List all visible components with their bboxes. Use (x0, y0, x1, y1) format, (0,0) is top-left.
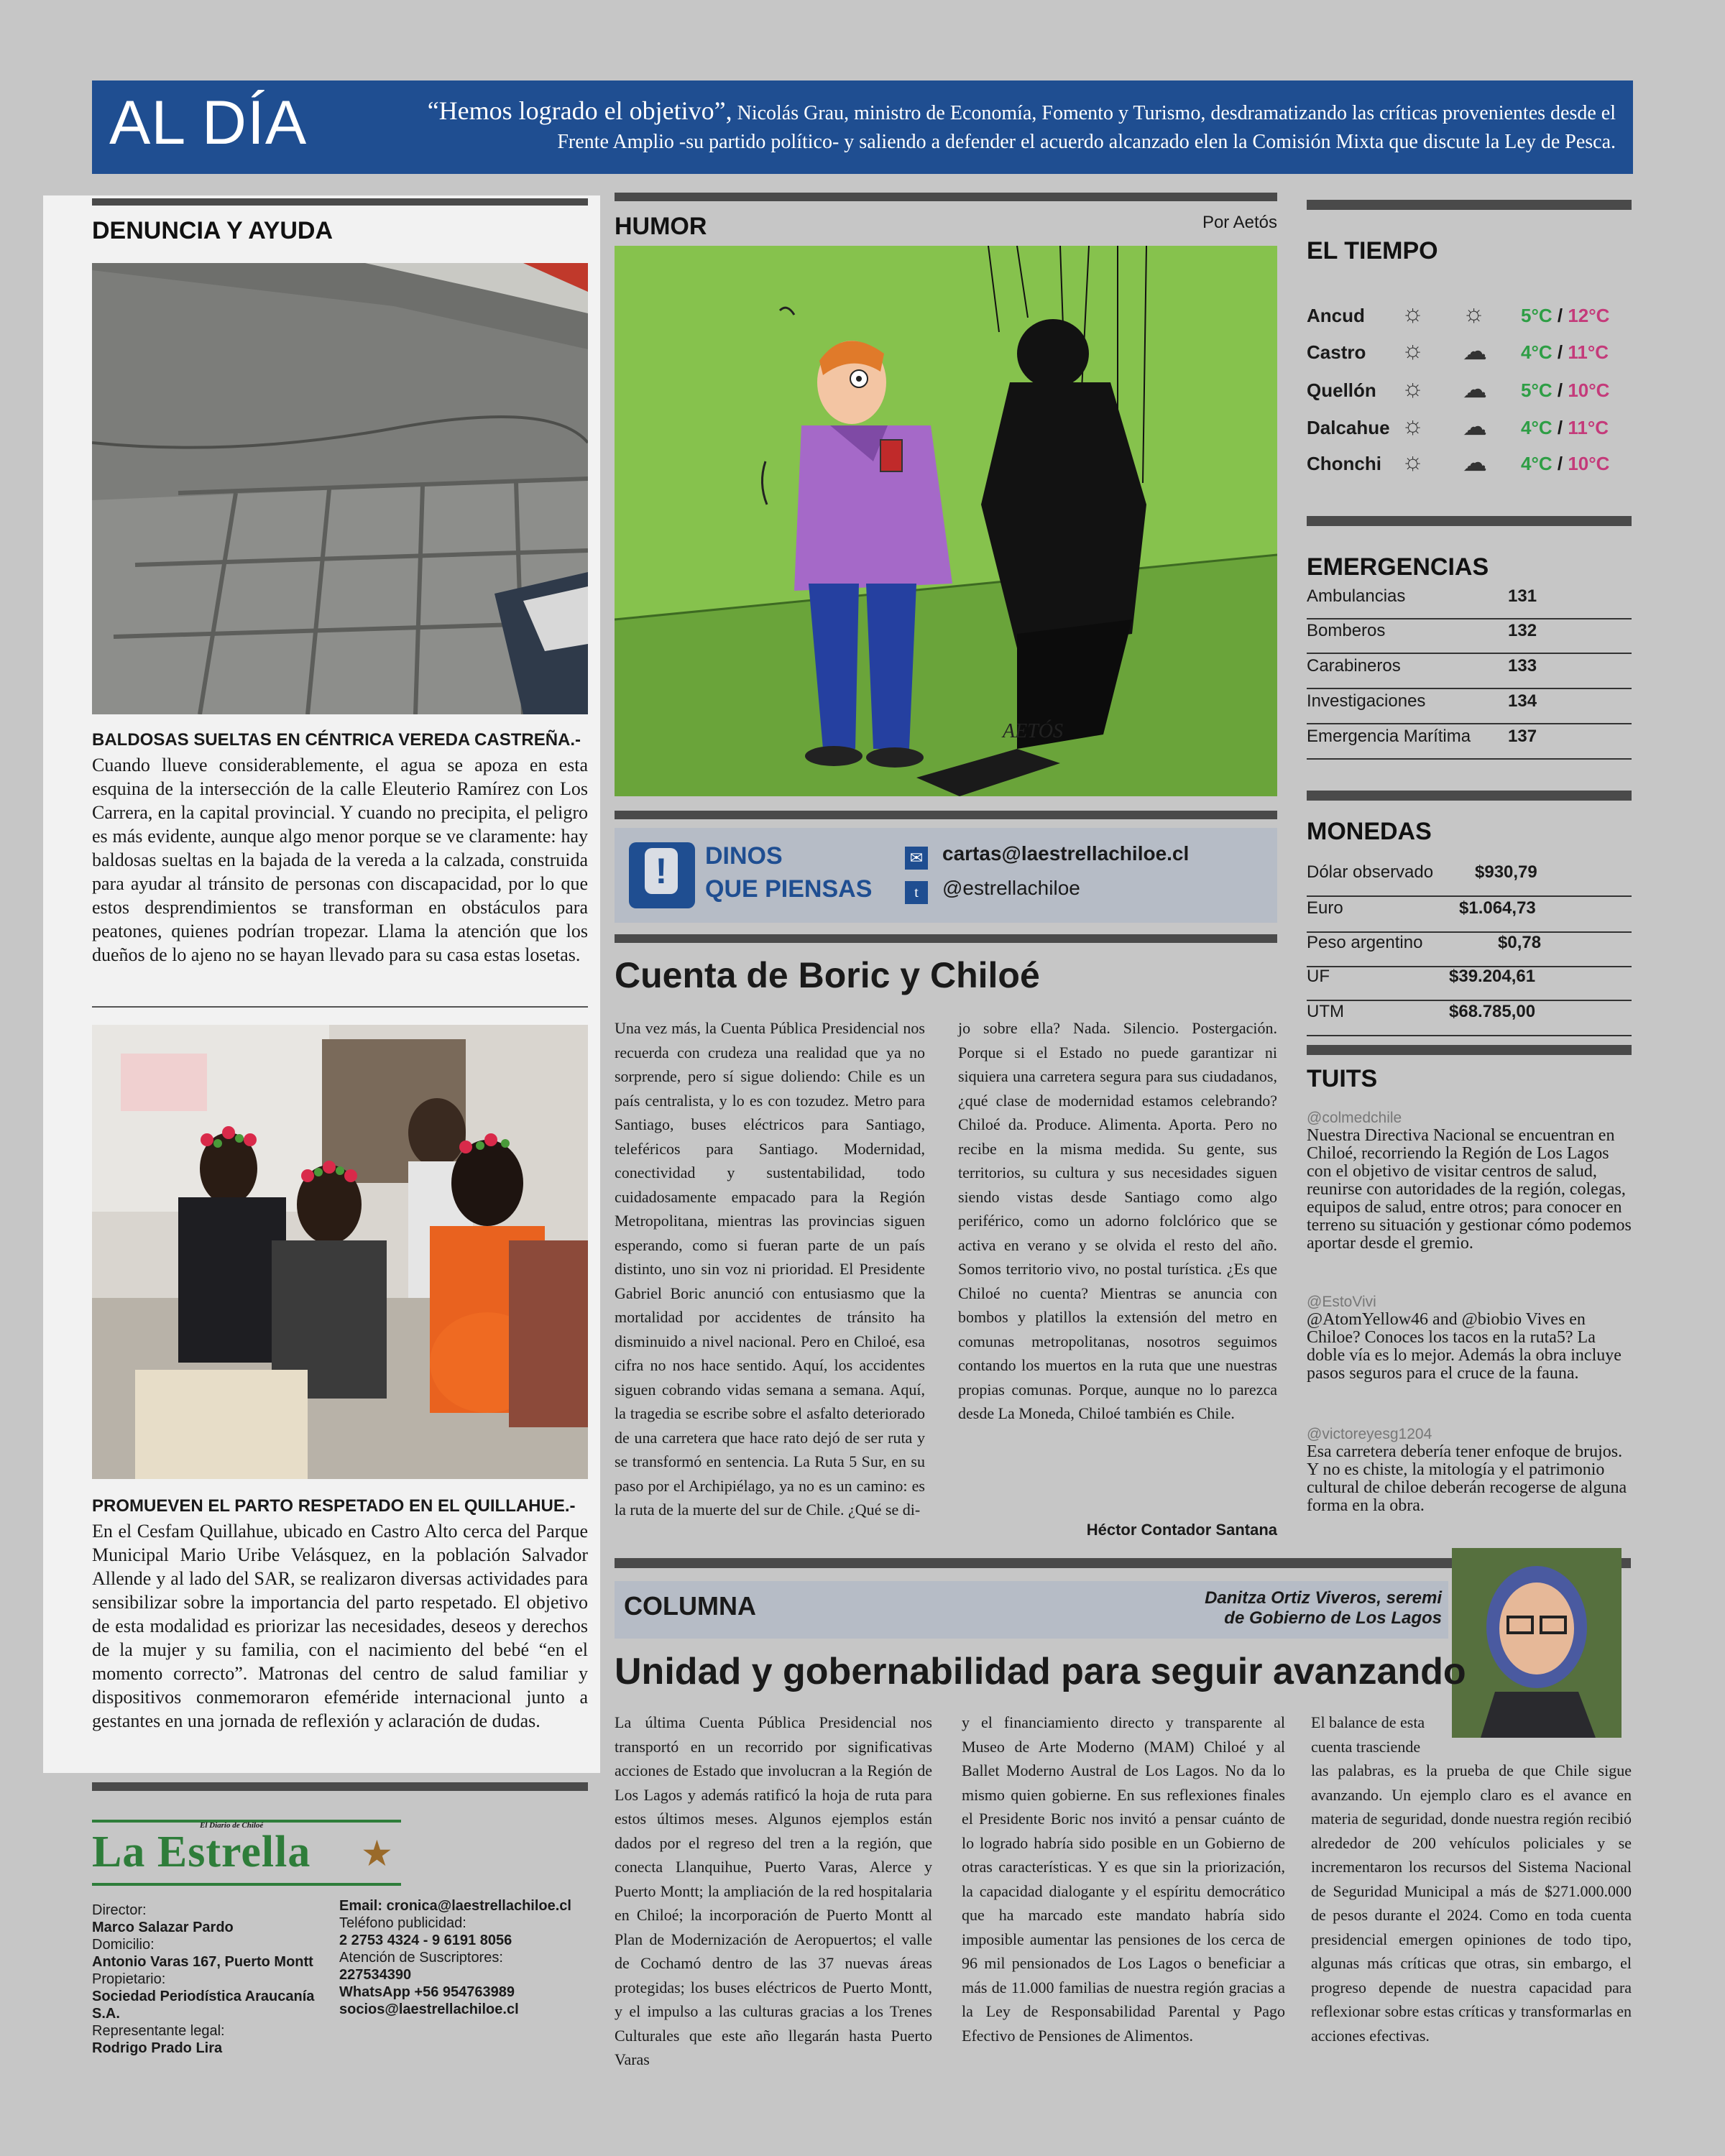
alert-icon: ! (629, 842, 695, 908)
contact-line2: QUE PIENSAS (705, 875, 873, 903)
author-line1: Danitza Ortiz Viveros, seremi (1205, 1588, 1442, 1608)
sun-icon: ☼ (1402, 413, 1425, 439)
tuit-item (1307, 1294, 1632, 1383)
masthead-email: Email: cronica@laestrellachiloe.cl (339, 1898, 571, 1914)
humor-byline: Por Aetós (1202, 213, 1277, 232)
header-quote (387, 96, 1616, 157)
contact-twitter[interactable]: @estrellachiloe (942, 877, 1080, 899)
column-col2: y el financiamiento directo y transparente al Museo de Arte Moderno (MAM) Chiloé y al Ballet Moderno Austral de Los Lagos. No da lo mismo quien gobierne. En sus reflexiones finales el Presidente Boric nos invitó a pensar cuánto de lo logrado habría sido posible en un Gobierno de otras características. Y es que sin la priorización, la capacidad dialogante y el espíritu democrático que ha marcado este mandato habría sido imposible aumentar las pensiones de los cerca de 96 mil pensionados de Los Lagos o beneficiar a más de 11.000 familias de nuestra región gracias a la Ley de Responsabilidad Parental y Pago Efectivo de Pensiones de Alimentos. (962, 1713, 1285, 2045)
tuit-handle[interactable]: @EstoVivi (1307, 1294, 1376, 1310)
currency-row: Peso argentino $0,78 (1307, 933, 1632, 967)
divider (615, 811, 1277, 819)
parto-photo (92, 1025, 588, 1479)
domicilio-value: Antonio Varas 167, Puerto Montt (92, 1954, 313, 1970)
emergencias-title: EMERGENCIAS (1307, 553, 1489, 581)
emergency-row: Emergencia Marítima 137 (1307, 727, 1632, 760)
contact-email[interactable]: cartas@laestrellachiloe.cl (942, 842, 1190, 865)
header-banner (92, 80, 1633, 174)
tel-label: Teléfono publicidad: (339, 1915, 466, 1931)
weather-city: Chonchi (1307, 453, 1381, 474)
weather-title: EL TIEMPO (1307, 237, 1438, 264)
subs-label: Atención de Suscriptores: (339, 1950, 503, 1966)
tuit-handle[interactable]: @victoreyesg1204 (1307, 1426, 1432, 1442)
cartoon-signature: AETÓS (1003, 720, 1063, 742)
story2-text: En el Cesfam Quillahue, ubicado en Castro Alto cerca del Parque Municipal Mario Uribe Velásquez, en la población Salvador Allende y al lado del SAR, se realizaron diversas actividades para sensibilizar sobre la importancia del parto respetado. El objetivo de esta modalidad es priorizar las necesidades, deseos y derechos de la mujer y su familia, con el nacimiento del bebé “en el momento correcto”. Matronas del centro de salud familiar y dispositivos conmemoraron efeméride internacional junto a gestantes en una jornada de reflexión y aclaración de dudas. (92, 1521, 588, 1731)
story1-text: Cuando llueve considerablemente, el agua se apoza en esta esquina de la intersección de la calle Eleuterio Ramírez con Los Carrera, en la capital provincial. Y cuando no precipita, el peligro es más evidente, aunque algo menor porque se ve claramente: hay baldosas sueltas en la bajada de la vereda a la calzada, construida para ayudar al tránsito de personas con discapacidad, por lo que estos desprendimientos se transforman en obstáculos para peatones, quienes podrían tropezar. Llama la atención que los dueños de lo ajeno no se hayan llevado para su casa estas losetas. (92, 755, 588, 965)
director-name: Marco Salazar Pardo (92, 1920, 234, 1935)
mail-icon: ✉ (905, 847, 928, 870)
tuit-item (1307, 1110, 1632, 1253)
director-label: Director: (92, 1902, 147, 1918)
twitter-icon: t (905, 881, 928, 904)
editorial-author: Héctor Contador Santana (1086, 1521, 1277, 1539)
tuit-text: Nuestra Directiva Nacional se encuentran en Chiloé, recorriendo la Región de Los Lagos con el objetivo de visitar centros de salud, reunirse con autoridades de la región, colegas, equipos de salud, entre otros; para conocer en terreno su situación y gestionar cómo podemos aportar desde el gremio. (1307, 1126, 1632, 1253)
credits-left (92, 1902, 336, 2057)
humor-title: HUMOR (615, 213, 707, 240)
weather-temp: 5°C / 10°C (1521, 379, 1610, 401)
weather-city: Dalcahue (1307, 417, 1390, 438)
author-photo (1452, 1548, 1622, 1738)
legal-value: Rodrigo Prado Lira (92, 2040, 223, 2056)
tuit-text: Esa carretera debería tener enfoque de brujos. Y no es chiste, la mitología y el patrimonio cultural de chiloe deberán recogerse de alguna forma en la obra. (1307, 1442, 1627, 1515)
story2-title: PROMUEVEN EL PARTO RESPETADO EN EL QUILLAHUE.- (92, 1496, 576, 1516)
contact-heading (705, 839, 872, 906)
column-col1: La última Cuenta Pública Presidencial nos transportó en un recorrido por significativas acciones de Estado que involucran a la Región de Los Lagos y además ratificó la hoja de ruta para estos últimos meses. Algunos ejemplos están dados por el regreso del tren a la región, que conecta Llanquihue, Puerto Varas, Alerce y Puerto Montt; la ampliación de la red hospitalaria en Chiloé; la incorporación de Puerto Montt al Plan de Modernización de Aeropuertos; el valle de Cochamó dentro de las 37 nuevas áreas protegidas; los buses eléctricos de Puerto Montt, y el impulso a las culturas gracias a los Trenes Culturales que este año llegarán hasta Puerto Varas (615, 1713, 932, 2068)
column-label: COLUMNA (624, 1591, 756, 1621)
cloud-sun-icon: ☁ (1463, 338, 1487, 365)
sun-icon: ☼ (1402, 337, 1425, 364)
currency-row: UF $39.204,61 (1307, 967, 1632, 1001)
tuits-title: TUITS (1307, 1065, 1378, 1092)
propietario-label: Propietario: (92, 1971, 166, 1987)
tuit-text: @AtomYellow46 and @biobio Vives en Chiloe? Conoces los tacos en la ruta5? La doble vía es lo mejor. Además la obra incluye pasos seguros para el cruce de la fauna. (1307, 1310, 1622, 1383)
credits-right (339, 1897, 598, 2018)
quote-text: Nicolás Grau, ministro de Economía, Fomento y Turismo, desdramatizando las críticas provenientes desde el Frente Amplio -su partido político- y saliendo a defender el acuerdo alcanzado elen la Comisión Mixta que discute la Ley de Pesca. (557, 102, 1616, 153)
column-title: Unidad y gobernabilidad para seguir avanzando (615, 1651, 1466, 1692)
whatsapp: WhatsApp +56 954763989 (339, 1984, 515, 2000)
socios-email: socios@laestrellachiloe.cl (339, 2001, 519, 2017)
divider (92, 1006, 588, 1008)
legal-label: Representante legal: (92, 2023, 225, 2039)
sun-icon: ☼ (1402, 448, 1425, 475)
cloud-sun-icon: ☁ (1463, 450, 1487, 476)
divider (1307, 1045, 1632, 1055)
divider (615, 193, 1277, 201)
story1-title: BALDOSAS SUELTAS EN CÉNTRICA VEREDA CASTREÑA.- (92, 730, 581, 750)
weather-temp: 4°C / 11°C (1521, 341, 1609, 363)
masthead-logo (92, 1820, 401, 1886)
cloud-sun-icon: ☁ (1463, 377, 1487, 403)
currency-row: Euro $1.064,73 (1307, 898, 1632, 933)
emergency-row: Investigaciones 134 (1307, 691, 1632, 724)
star-icon: ★ (361, 1833, 393, 1874)
emergency-row: Bomberos 132 (1307, 621, 1632, 654)
quote-highlight: “Hemos logrado el objetivo”, (427, 96, 732, 125)
sun-icon: ☼ (1463, 300, 1486, 327)
divider (1307, 516, 1632, 526)
divider (92, 198, 588, 206)
propietario-value: Sociedad Periodística Araucanía S.A. (92, 1989, 315, 2022)
weather-temp: 4°C / 10°C (1521, 453, 1610, 474)
denuncia-title: DENUNCIA Y AYUDA (92, 217, 334, 244)
weather-temp: 4°C / 11°C (1521, 417, 1609, 438)
masthead-kicker: El Diario de Chiloé (200, 1821, 264, 1830)
tuit-handle[interactable]: @colmedchile (1307, 1110, 1402, 1126)
tel-value: 2 2753 4324 - 9 6191 8056 (339, 1932, 512, 1948)
sun-icon: ☼ (1402, 375, 1425, 402)
sun-icon: ☼ (1402, 300, 1425, 327)
emergency-row: Carabineros 133 (1307, 656, 1632, 689)
masthead-name: La Estrella (92, 1828, 311, 1876)
divider (92, 1782, 588, 1791)
currency-row: UTM $68.785,00 (1307, 1002, 1632, 1036)
column-author (1121, 1588, 1442, 1628)
contact-box (615, 828, 1277, 923)
editorial-title: Cuenta de Boric y Chiloé (615, 955, 1040, 995)
divider (615, 934, 1277, 943)
divider (1307, 200, 1632, 210)
column-col3-a: El balance de esta cuenta trasciende (1311, 1713, 1425, 1756)
editorial-col1: Una vez más, la Cuenta Pública Presidencial nos recuerda con crudeza una realidad que ya no sorprende, pero sí sigue doliendo: Chile es un país centralista, y lo es con tozudez. Metro para Santiago, buses eléctricos para Santiago, teleféricos para Santiago. Modernidad, conectividad y sustentabilidad, todo cuidadosamente empacado para la Región Metropolitana, mientras las provincias siguen esperando, como si fueran parte de un país distinto, uno sin voz ni prioridad. El Presidente Gabriel Boric anunció con entusiasmo que la mortalidad por accidentes de tránsito ha disminuido a nivel nacional. Pero en Chiloé, esa cifra no nos hace sentido. Aquí, los accidentes siguen cobrando vidas semana a semana. Aquí, la tragedia se escribe sobre el asfalto deteriorado de una carretera que hace rato dejó de ser ruta y se transformó en sentencia. La Ruta 5 Sur, en su paso por el Archipiélago, ya no es un camino: es la ruta de la muerte del sur de Chile. ¿Qué se di- (615, 1019, 925, 1519)
tuit-item (1307, 1426, 1632, 1515)
subs-value: 227534390 (339, 1967, 412, 1983)
sidewalk-photo (92, 263, 588, 714)
editorial-col2: jo sobre ella? Nada. Silencio. Postergación. Porque si el Estado no puede garantizar ni siquiera una carretera segura para sus ciudadanos, ¿qué clase de modernidad estamos celebrando? Chiloé da. Produce. Alimenta. Aporta. Pero no recibe en la misma medida. Su gente, sus territorios, su cultura y sus necesidades siguen siendo vistas desde Santiago como algo periférico, como un adorno folclórico que se activa en verano y se olvida el resto del año. Somos territorio vivo, no postal turística. ¿Es que Chiloé no cuenta? Mientras se anuncia con bombos y platillos la extensión del metro en comunas metropolitanas, nosotros seguimos contando los muertos en la ruta que une nuestras propias comunas. Porque, aunque no lo parezca desde La Moneda, Chiloé también es Chile. (958, 1019, 1277, 1422)
monedas-title: MONEDAS (1307, 818, 1432, 845)
author-line2: de Gobierno de Los Lagos (1224, 1608, 1442, 1628)
weather-city: Ancud (1307, 305, 1365, 326)
domicilio-label: Domicilio: (92, 1937, 155, 1953)
section-brand: AL DÍA (109, 88, 308, 157)
currency-row: Dólar observado $930,79 (1307, 862, 1632, 897)
divider (1307, 791, 1632, 801)
weather-temp: 5°C / 12°C (1521, 305, 1610, 326)
cloud-sun-icon: ☁ (1463, 414, 1487, 441)
weather-city: Castro (1307, 341, 1366, 363)
humor-cartoon (615, 246, 1277, 796)
weather-city: Quellón (1307, 379, 1376, 401)
emergency-row: Ambulancias 131 (1307, 586, 1632, 619)
contact-line1: DINOS (705, 842, 783, 870)
column-col3-b: las palabras, es la prueba de que Chile sigue avanzando. Un ejemplo claro es el avance en materia de seguridad, donde nuestra región recibió alrededor de 200 vehículos policiales y se incrementaron los recursos del Sistema Nacional de Seguridad Municipal a más de $271.000.000 de pesos durante el 2024. Como en toda cuenta presidencial emergen opiniones de todo tipo, algunas más críticas que otras, sin embargo, el progreso depende de nuestra capacidad para reflexionar sobre estas críticas y transformarlas en acciones efectivas. (1311, 1761, 1632, 2045)
